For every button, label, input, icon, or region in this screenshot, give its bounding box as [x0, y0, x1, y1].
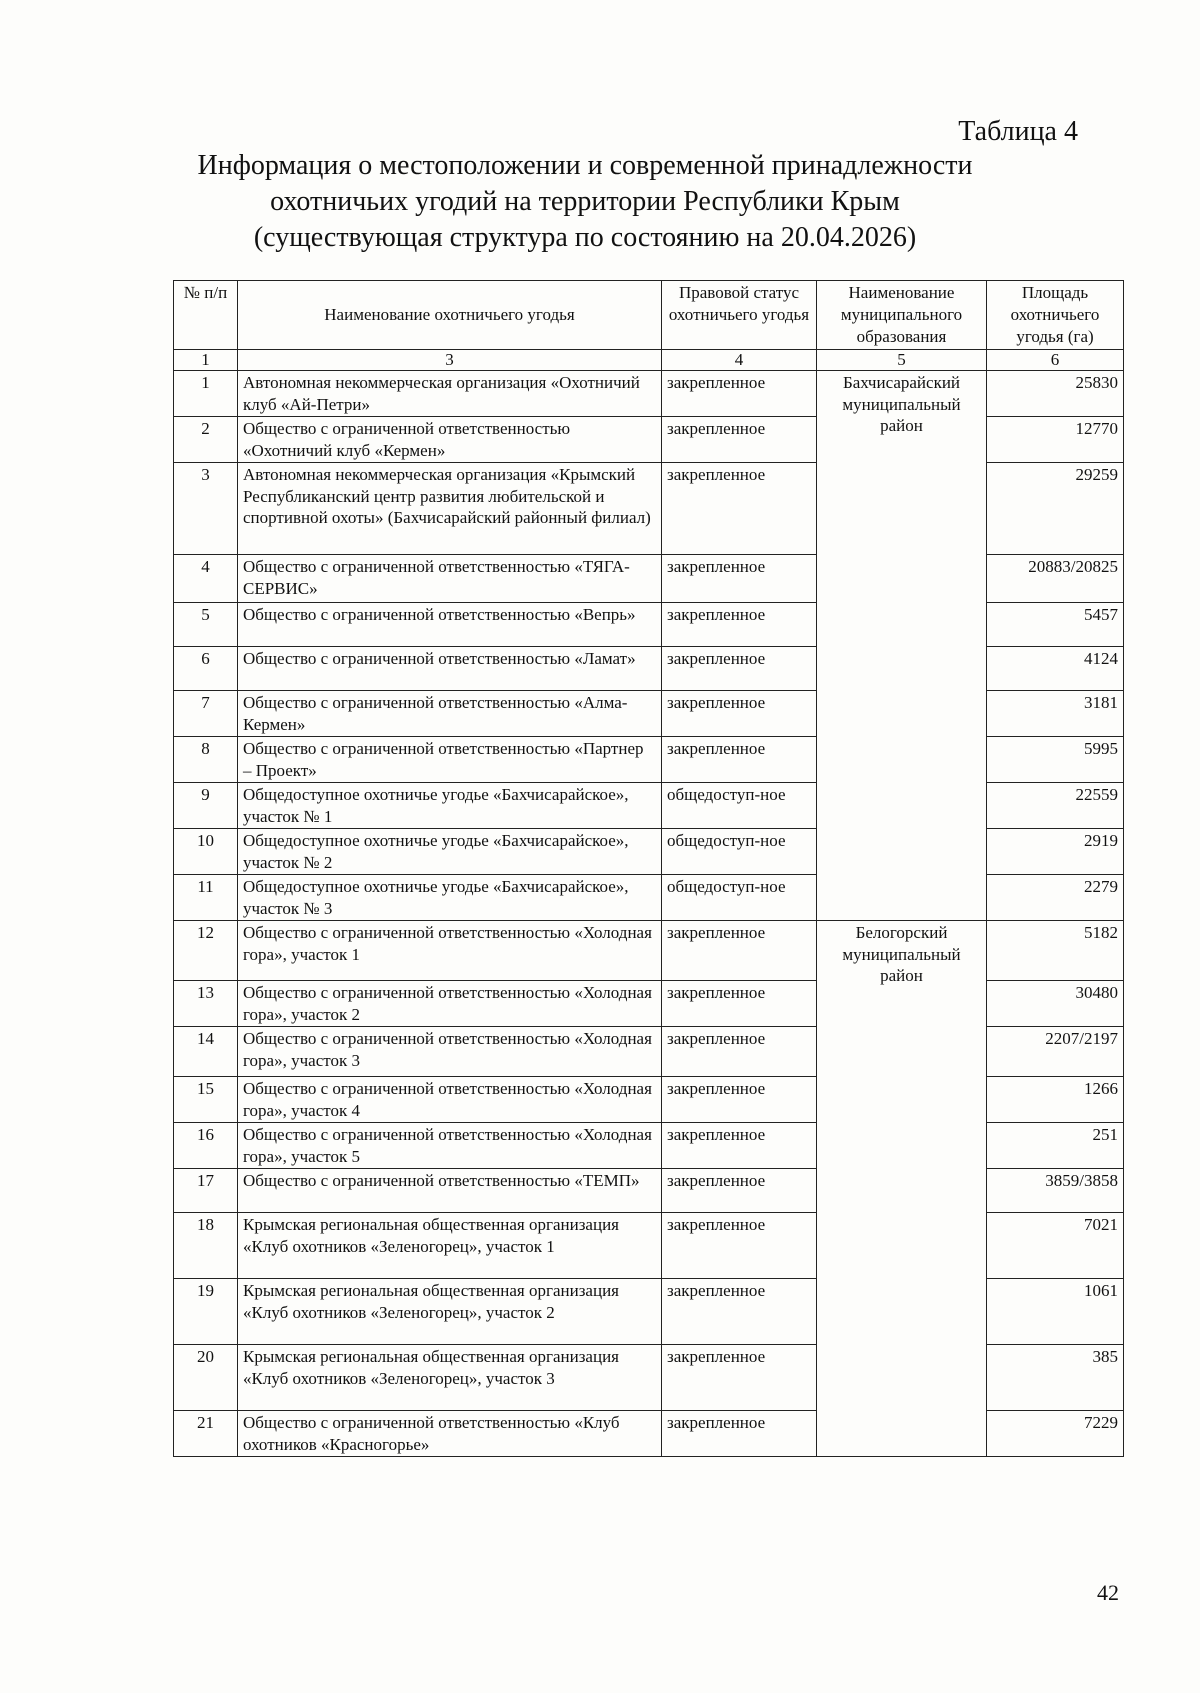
hunting-ground-name: Общество с ограниченной ответственностью «ТЕМП»: [238, 1169, 662, 1213]
hunting-ground-name: Общество с ограниченной ответственностью «Холодная гора», участок 3: [238, 1027, 662, 1077]
hunting-ground-name: Общество с ограниченной ответственностью «Клуб охотников «Красногорье»: [238, 1411, 662, 1457]
area-hectares: 1266: [987, 1077, 1124, 1123]
area-hectares: 4124: [987, 647, 1124, 691]
row-number: 19: [174, 1279, 238, 1345]
area-hectares: 12770: [987, 417, 1124, 463]
column-number: 6: [987, 350, 1124, 371]
municipality-name: Бахчисарайский муниципальный район: [817, 371, 987, 921]
title-line: Информация о местоположении и современной принадлежности: [197, 150, 973, 181]
header-status: Правовой статус охотничьего угодья: [662, 281, 817, 350]
legal-status: закрепленное: [662, 1027, 817, 1077]
column-number: 5: [817, 350, 987, 371]
area-hectares: 251: [987, 1123, 1124, 1169]
municipality-name: Белогорский муниципальный район: [817, 921, 987, 1457]
area-hectares: 2207/2197: [987, 1027, 1124, 1077]
table-label: Таблица 4: [958, 116, 1078, 147]
row-number: 3: [174, 463, 238, 555]
hunting-ground-name: Общество с ограниченной ответственностью «Алма-Кермен»: [238, 691, 662, 737]
area-hectares: 7229: [987, 1411, 1124, 1457]
header-row: [174, 281, 1124, 350]
row-number: 16: [174, 1123, 238, 1169]
hunting-ground-name: Общество с ограниченной ответственностью «Холодная гора», участок 5: [238, 1123, 662, 1169]
row-number: 21: [174, 1411, 238, 1457]
legal-status: закрепленное: [662, 921, 817, 981]
hunting-ground-name: Общество с ограниченной ответственностью «Охотничий клуб «Кермен»: [238, 417, 662, 463]
row-number: 2: [174, 417, 238, 463]
column-number: 3: [238, 350, 662, 371]
hunting-grounds-table: [173, 280, 1124, 1457]
row-number: 5: [174, 603, 238, 647]
document-title: [150, 148, 1020, 256]
row-number: 18: [174, 1213, 238, 1279]
hunting-ground-name: Общество с ограниченной ответственностью «Холодная гора», участок 4: [238, 1077, 662, 1123]
row-number: 1: [174, 371, 238, 417]
area-hectares: 30480: [987, 981, 1124, 1027]
hunting-ground-name: Общедоступное охотничье угодье «Бахчисарайское», участок № 3: [238, 875, 662, 921]
legal-status: закрепленное: [662, 1213, 817, 1279]
hunting-ground-name: Общедоступное охотничье угодье «Бахчисарайское», участок № 2: [238, 829, 662, 875]
area-hectares: 3181: [987, 691, 1124, 737]
area-hectares: 29259: [987, 463, 1124, 555]
legal-status: закрепленное: [662, 1123, 817, 1169]
legal-status: закрепленное: [662, 1279, 817, 1345]
hunting-ground-name: Общество с ограниченной ответственностью «Партнер – Проект»: [238, 737, 662, 783]
legal-status: общедоступ-ное: [662, 875, 817, 921]
legal-status: закрепленное: [662, 691, 817, 737]
table-row: [174, 921, 1124, 981]
row-number: 14: [174, 1027, 238, 1077]
table-body: [174, 371, 1124, 1457]
legal-status: закрепленное: [662, 1077, 817, 1123]
area-hectares: 2279: [987, 875, 1124, 921]
area-hectares: 25830: [987, 371, 1124, 417]
legal-status: закрепленное: [662, 1345, 817, 1411]
header-name: Наименование охотничьего угодья: [238, 281, 662, 350]
header-municipality: Наименование муниципального образования: [817, 281, 987, 350]
row-number: 4: [174, 555, 238, 603]
area-hectares: 385: [987, 1345, 1124, 1411]
legal-status: закрепленное: [662, 417, 817, 463]
legal-status: закрепленное: [662, 1169, 817, 1213]
area-hectares: 5457: [987, 603, 1124, 647]
legal-status: общедоступ-ное: [662, 783, 817, 829]
hunting-ground-name: Общество с ограниченной ответственностью «Ламат»: [238, 647, 662, 691]
column-number-row: [174, 350, 1124, 371]
area-hectares: 7021: [987, 1213, 1124, 1279]
legal-status: закрепленное: [662, 981, 817, 1027]
legal-status: общедоступ-ное: [662, 829, 817, 875]
row-number: 13: [174, 981, 238, 1027]
area-hectares: 22559: [987, 783, 1124, 829]
hunting-ground-name: Общество с ограниченной ответственностью «Вепрь»: [238, 603, 662, 647]
row-number: 20: [174, 1345, 238, 1411]
legal-status: закрепленное: [662, 737, 817, 783]
row-number: 10: [174, 829, 238, 875]
row-number: 17: [174, 1169, 238, 1213]
area-hectares: 5995: [987, 737, 1124, 783]
row-number: 7: [174, 691, 238, 737]
row-number: 11: [174, 875, 238, 921]
legal-status: закрепленное: [662, 647, 817, 691]
column-number: 1: [174, 350, 238, 371]
hunting-ground-name: Общедоступное охотничье угодье «Бахчисарайское», участок № 1: [238, 783, 662, 829]
row-number: 8: [174, 737, 238, 783]
row-number: 6: [174, 647, 238, 691]
row-number: 15: [174, 1077, 238, 1123]
legal-status: закрепленное: [662, 1411, 817, 1457]
area-hectares: 20883/20825: [987, 555, 1124, 603]
legal-status: закрепленное: [662, 603, 817, 647]
hunting-ground-name: Автономная некоммерческая организация «Охотничий клуб «Ай-Петри»: [238, 371, 662, 417]
header-num: № п/п: [174, 281, 238, 350]
row-number: 9: [174, 783, 238, 829]
hunting-ground-name: Общество с ограниченной ответственностью «Холодная гора», участок 1: [238, 921, 662, 981]
legal-status: закрепленное: [662, 555, 817, 603]
column-number: 4: [662, 350, 817, 371]
hunting-ground-name: Общество с ограниченной ответственностью «ТЯГА-СЕРВИС»: [238, 555, 662, 603]
area-hectares: 1061: [987, 1279, 1124, 1345]
row-number: 12: [174, 921, 238, 981]
table-row: [174, 371, 1124, 417]
area-hectares: 2919: [987, 829, 1124, 875]
area-hectares: 5182: [987, 921, 1124, 981]
title-line: (существующая структура по состоянию на 20.04.2026): [253, 222, 917, 253]
area-hectares: 3859/3858: [987, 1169, 1124, 1213]
hunting-ground-name: Крымская региональная общественная организация «Клуб охотников «Зеленогорец», участок 1: [238, 1213, 662, 1279]
header-area: Площадь охотничьего угодья (га): [987, 281, 1124, 350]
legal-status: закрепленное: [662, 463, 817, 555]
title-line: охотничьих угодий на территории Республики Крым: [270, 186, 900, 217]
hunting-ground-name: Крымская региональная общественная организация «Клуб охотников «Зеленогорец», участок 2: [238, 1279, 662, 1345]
legal-status: закрепленное: [662, 371, 817, 417]
hunting-ground-name: Автономная некоммерческая организация «Крымский Республиканский центр развития любительской и спортивной охоты» (Бахчисарайский районный филиал): [238, 463, 662, 555]
hunting-ground-name: Общество с ограниченной ответственностью «Холодная гора», участок 2: [238, 981, 662, 1027]
hunting-ground-name: Крымская региональная общественная организация «Клуб охотников «Зеленогорец», участок 3: [238, 1345, 662, 1411]
page-number: 42: [1097, 1580, 1119, 1605]
